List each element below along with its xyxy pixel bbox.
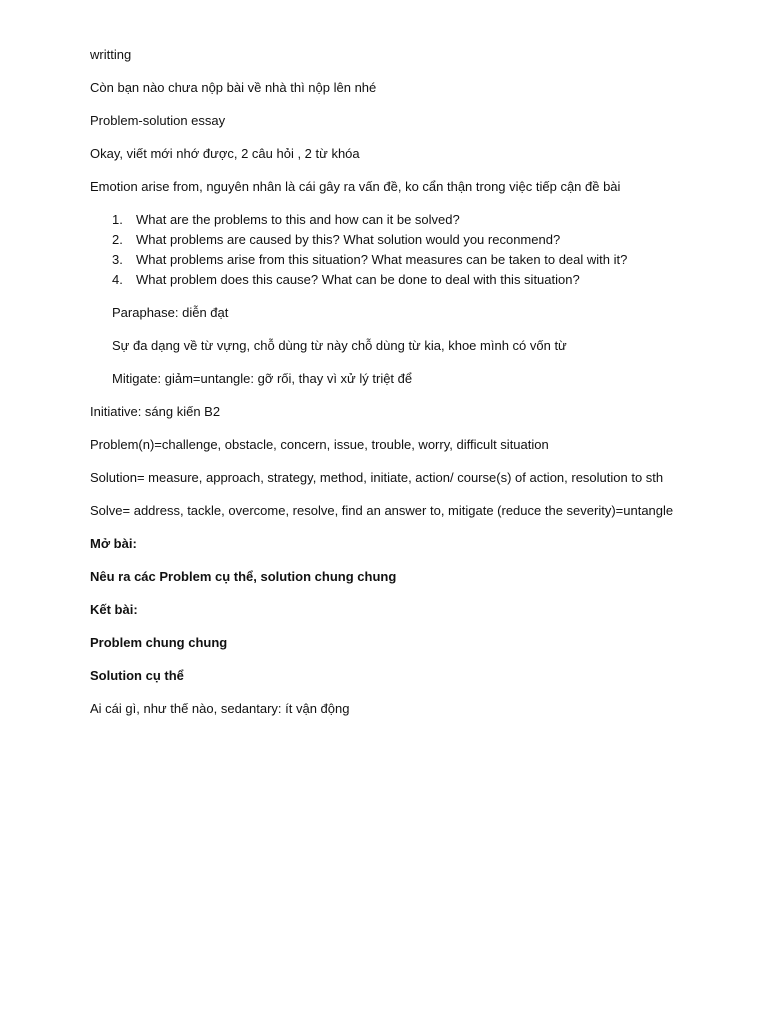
outline-line: Problem chung chung	[90, 635, 228, 650]
question-text: What problems are caused by this? What solution would you reconmend?	[136, 232, 561, 247]
text-line: Problem-solution essay	[90, 113, 226, 128]
question-item	[90, 250, 768, 270]
outline-line: Solution cụ thể	[90, 668, 184, 683]
vocab-line: Solution= measure, approach, strategy, method, initiate, action/ course(s) of action, resolution to sth	[90, 470, 664, 485]
indented-note: Paraphase: diễn đạt	[112, 305, 229, 320]
vocab-line: Initiative: sáng kiến B2	[90, 404, 221, 419]
question-item	[90, 270, 768, 290]
indented-note: Sự đa dạng về từ vựng, chỗ dùng từ này chỗ dùng từ kia, khoe mình có vốn từ	[112, 338, 567, 353]
question-number: 4.	[112, 272, 123, 287]
indented-note: Mitigate: giảm=untangle: gỡ rối, thay vì xử lý triệt để	[112, 371, 413, 386]
vocab-line: Solve= address, tackle, overcome, resolve, find an answer to, mitigate (reduce the severity)=untangle	[90, 503, 674, 518]
text-line: Còn bạn nào chưa nộp bài về nhà thì nộp lên nhé	[90, 80, 377, 95]
vocab-line: Problem(n)=challenge, obstacle, concern, issue, trouble, worry, difficult situation	[90, 437, 549, 452]
question-text: What problem does this cause? What can be done to deal with this situation?	[136, 272, 580, 287]
question-number: 1.	[112, 212, 123, 227]
question-number: 2.	[112, 232, 123, 247]
outline-heading: Kết bài:	[90, 602, 138, 617]
question-text: What are the problems to this and how can it be solved?	[136, 212, 460, 227]
question-number: 3.	[112, 252, 123, 267]
text-line: Okay, viết mới nhớ được, 2 câu hỏi , 2 từ khóa	[90, 146, 360, 161]
question-item	[90, 230, 768, 250]
question-text: What problems arise from this situation? What measures can be taken to deal with it?	[136, 252, 628, 267]
text-line: Emotion arise from, nguyên nhân là cái gây ra vấn đề, ko cẩn thận trong việc tiếp cận đề bài	[90, 179, 621, 194]
document-title: writting	[90, 47, 132, 62]
outline-line: Nêu ra các Problem cụ thể, solution chung chung	[90, 569, 397, 584]
question-list	[90, 210, 768, 290]
question-item	[90, 210, 768, 230]
closing-line: Ai cái gì, như thế nào, sedantary: ít vận động	[90, 701, 350, 716]
outline-heading: Mở bài:	[90, 536, 137, 551]
